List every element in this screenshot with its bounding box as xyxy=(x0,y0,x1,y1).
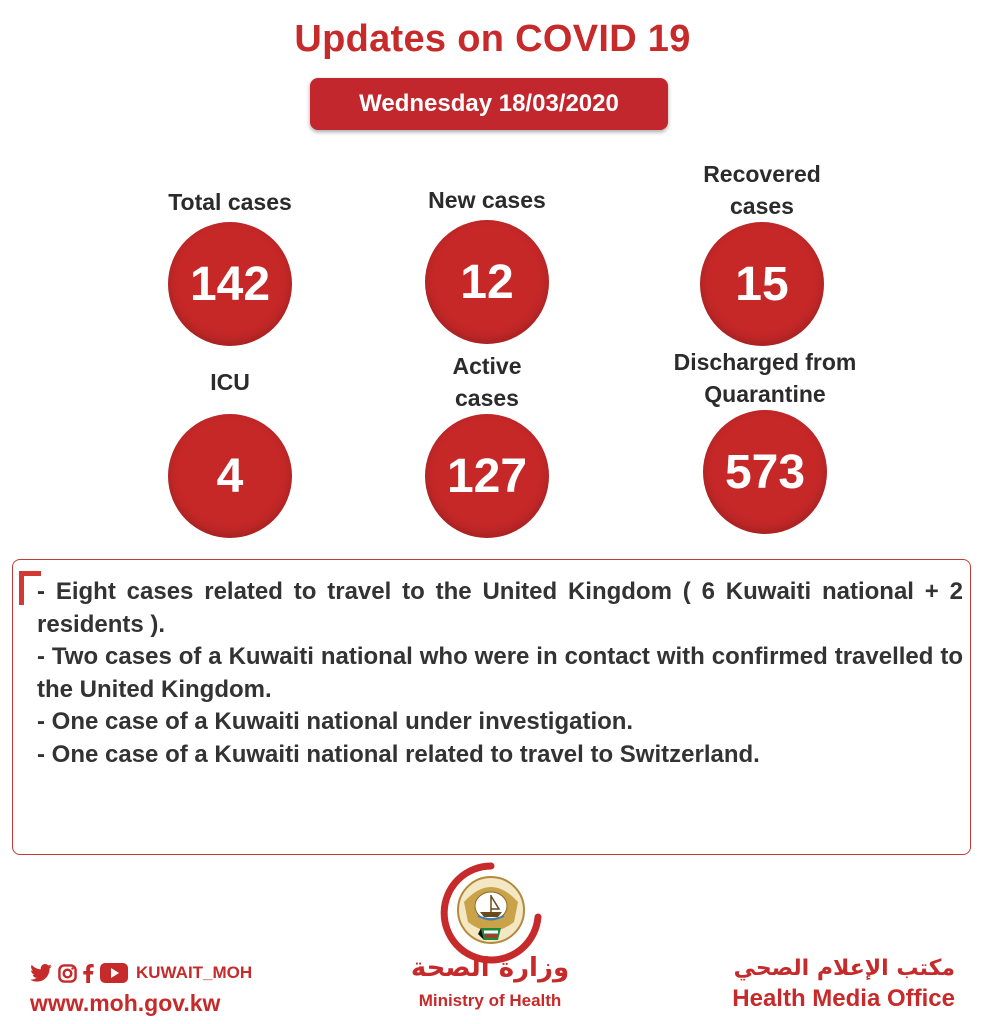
stat-active-cases xyxy=(357,353,617,538)
stat-label: Discharged from Quarantine xyxy=(673,349,857,407)
stat-value-circle: 12 xyxy=(425,220,549,344)
stat-value-circle: 573 xyxy=(703,410,827,534)
list-item: - Two cases of a Kuwaiti national who were in contact with confirmed travelled to the United Kingdom. xyxy=(37,643,963,703)
footer-social xyxy=(30,962,253,1016)
stat-total-cases xyxy=(100,189,360,346)
instagram-icon[interactable] xyxy=(58,964,77,983)
date-badge: Wednesday 18/03/2020 xyxy=(310,78,668,130)
stat-value-circle: 142 xyxy=(168,222,292,346)
notes-list xyxy=(37,576,963,771)
social-handle[interactable]: KUWAIT_MOH xyxy=(136,963,253,982)
stat-label: New cases xyxy=(428,187,546,213)
stat-value-circle: 4 xyxy=(168,414,292,538)
list-item: - One case of a Kuwaiti national related to travel to Switzerland. xyxy=(37,740,760,768)
twitter-icon[interactable] xyxy=(30,964,52,982)
ministry-emblem-icon xyxy=(440,862,542,964)
ministry-name-arabic: وزارة الصحة xyxy=(410,953,570,983)
office-name-arabic: مكتب الإعلام الصحي xyxy=(733,956,955,981)
stat-label: ICU xyxy=(210,369,250,395)
youtube-icon[interactable] xyxy=(100,963,128,983)
stat-label: Recovered cases xyxy=(703,161,821,219)
stat-value-circle: 15 xyxy=(700,222,824,346)
office-name-english: Health Media Office xyxy=(732,985,955,1012)
website-link[interactable]: www.moh.gov.kw xyxy=(30,990,221,1016)
list-item: - Eight cases related to travel to the United Kingdom ( 6 Kuwaiti national + 2 residents ). xyxy=(37,578,963,638)
stat-label: Active cases xyxy=(452,353,522,411)
ministry-name-english: Ministry of Health xyxy=(418,991,562,1010)
stat-discharged-quarantine xyxy=(635,349,895,534)
stat-value-circle: 127 xyxy=(425,414,549,538)
facebook-icon[interactable] xyxy=(83,964,94,983)
social-row xyxy=(30,962,252,984)
stat-icu xyxy=(100,369,360,538)
stat-new-cases xyxy=(357,187,617,344)
page-title: Updates on COVID 19 xyxy=(294,18,691,60)
list-item: - One case of a Kuwaiti national under investigation. xyxy=(37,708,634,735)
stat-label: Total cases xyxy=(168,189,292,215)
stat-recovered-cases xyxy=(632,161,892,346)
